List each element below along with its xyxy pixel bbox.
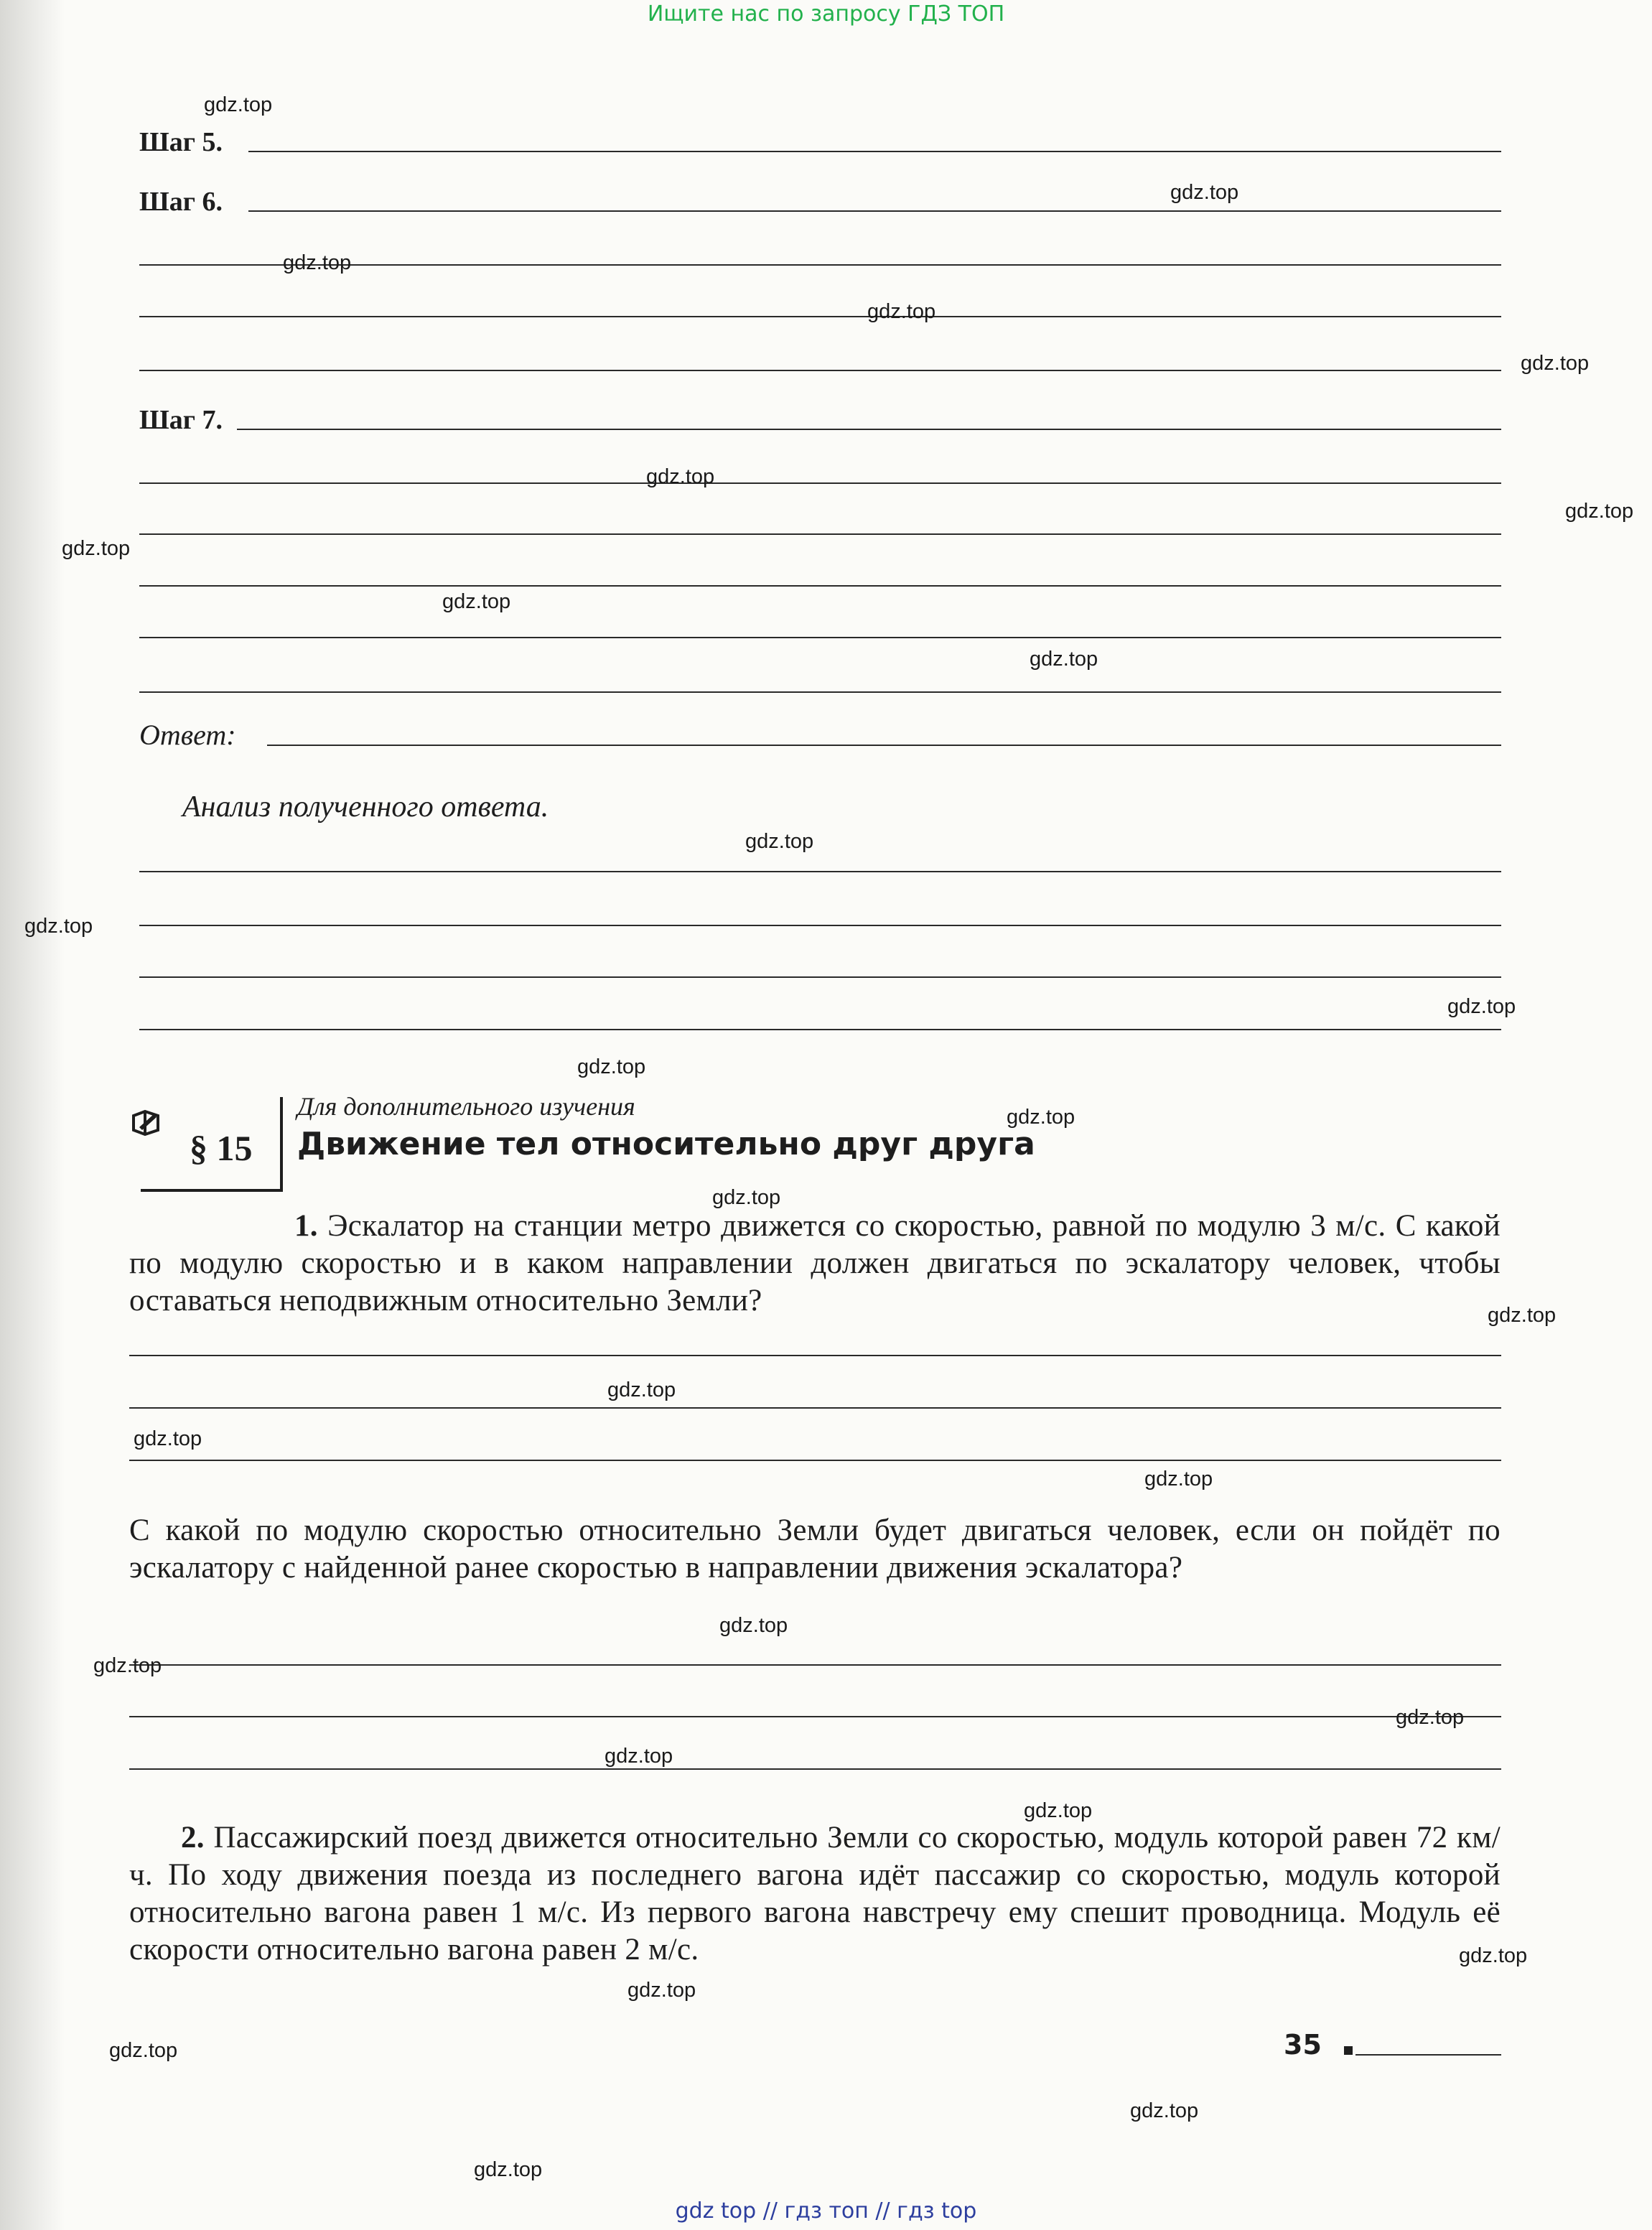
answer-line[interactable] [139,585,1501,587]
book-spine-shadow [0,0,65,2230]
section-subtitle: Для дополнительного изучения [297,1092,635,1121]
watermark[interactable]: gdz.top [1565,500,1634,523]
section-title: Движение тел относительно друг друга [297,1126,1035,1162]
watermark[interactable]: gdz.top [24,915,93,938]
answer-line[interactable] [248,210,1501,212]
watermark[interactable]: gdz.top [605,1745,673,1768]
watermark[interactable]: gdz.top [1130,2099,1199,2122]
watermark[interactable]: gdz.top [712,1186,781,1209]
task-1-text [129,1208,1501,1320]
answer-line[interactable] [129,1768,1501,1770]
task-2-text [129,1819,1501,1969]
answer-label [139,718,236,752]
watermark[interactable]: gdz.top [134,1427,202,1450]
answer-line[interactable] [129,1460,1501,1461]
answer-line[interactable] [129,1407,1501,1409]
watermark[interactable]: gdz.top [646,465,715,488]
watermark[interactable]: gdz.top [1007,1106,1075,1129]
task-1-question-2: С какой по модулю скоростью относительно Земли будет двигаться человек, если он пойдёт по эскалатору с найденной ранее скоростью в направлении движения эскалатора? [129,1513,1501,1585]
watermark[interactable]: gdz.top [1144,1468,1213,1490]
watermark[interactable]: gdz.top [1521,352,1590,375]
page-number: 35 [1284,2029,1322,2061]
watermark[interactable]: gdz.top [283,251,352,274]
watermark[interactable]: gdz.top [627,1979,696,2002]
task-2-number: 2. [181,1821,205,1855]
answer-line[interactable] [139,316,1501,317]
answer-label-text: Ответ [139,719,227,751]
top-banner[interactable]: Ищите нас по запросу ГДЗ ТОП [647,1,1005,27]
section-number: § 15 [190,1128,253,1168]
answer-line[interactable] [129,1716,1501,1717]
answer-line[interactable] [139,533,1501,535]
answer-line[interactable] [139,976,1501,978]
answer-line[interactable] [139,925,1501,926]
watermark[interactable]: gdz.top [93,1654,162,1677]
watermark[interactable]: gdz.top [442,590,511,613]
watermark[interactable]: gdz.top [745,830,814,853]
watermark[interactable]: gdz.top [607,1378,676,1401]
step-5-label: Шаг 5. [139,127,223,157]
answer-line[interactable] [267,745,1501,746]
task-2-body: Пассажирский поезд движется относительно Земли со скоростью, модуль которой равен 72 км/ч. По ходу движения поезда из последнего вагона идёт пассажир со скоростью, модуль которой относительно вагона равен 1 м/с. Из первого вагона навстречу ему спешит проводница. Модуль её скорости относительно вагона равен 2 м/с. [129,1821,1501,1967]
watermark[interactable]: gdz.top [474,2158,543,2181]
watermark[interactable]: gdz.top [1024,1799,1093,1822]
watermark[interactable]: gdz.top [1447,995,1516,1018]
answer-line[interactable] [129,1664,1501,1666]
watermark[interactable]: gdz.top [719,1614,788,1637]
answer-line[interactable] [237,429,1501,430]
watermark[interactable]: gdz.top [867,300,936,323]
step-7-label: Шаг 7. [139,405,223,435]
answer-line[interactable] [139,691,1501,693]
watermark[interactable]: gdz.top [204,93,273,116]
watermark[interactable]: gdz.top [577,1055,646,1078]
answer-line[interactable] [139,637,1501,638]
watermark[interactable]: gdz.top [1170,181,1239,204]
answer-line[interactable] [129,1355,1501,1356]
page-number-marker [1344,2046,1353,2055]
task-1-number: 1. [294,1209,318,1243]
answer-colon: : [226,719,236,751]
watermark[interactable]: gdz.top [1488,1304,1557,1327]
answer-line[interactable] [139,482,1501,484]
analysis-label: Анализ полученного ответа. [182,790,549,824]
watermark[interactable]: gdz.top [109,2039,178,2062]
answer-line[interactable] [139,370,1501,371]
watermark[interactable]: gdz.top [62,537,131,560]
watermark[interactable]: gdz.top [1396,1706,1465,1729]
answer-line[interactable] [139,1029,1501,1030]
answer-line[interactable] [139,871,1501,872]
footer-rule [1355,2054,1501,2056]
step-6-label: Шаг 6. [139,187,223,217]
answer-line[interactable] [248,151,1501,152]
watermark[interactable]: gdz.top [1459,1944,1528,1967]
task-1-body: Эскалатор на станции метро движется со скоростью, равной по модулю 3 м/с. С какой по модулю скоростью и в каком направлении должен двигаться по эскалатору человек, чтобы оставаться неподвижным относительно Земли? [129,1209,1501,1317]
watermark[interactable]: gdz.top [1030,648,1098,671]
bottom-banner[interactable]: gdz top // гдз топ // гдз top [675,2198,977,2224]
